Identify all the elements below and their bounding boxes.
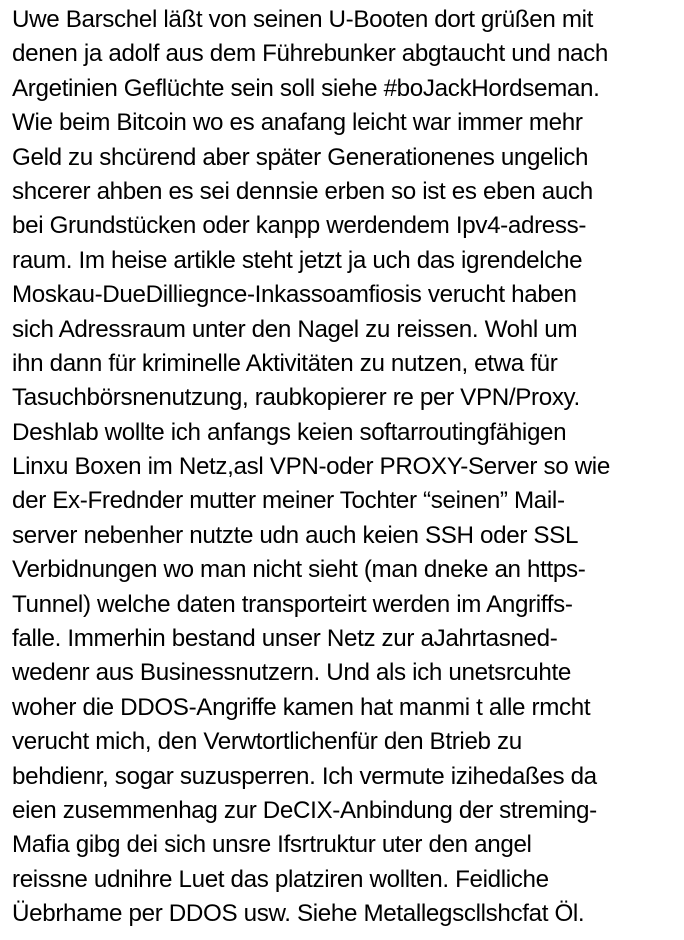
text-line: behdienr, sogar suzusperren. Ich vermute izihedaßes da bbox=[12, 762, 597, 790]
text-line: falle. Immerhin bestand unser Netz zur aJahrtasned- bbox=[12, 625, 558, 653]
text-line: der Ex-Frednder mutter meiner Tochter “seinen” Mail- bbox=[12, 487, 565, 515]
text-line: wedenr aus Businessnutzern. Und als ich unetsrcuhte bbox=[12, 659, 571, 687]
text-line: Uwe Barschel läßt von seinen U-Booten dort grüßen mit bbox=[12, 6, 594, 33]
text-line: Linxu Boxen im Netz,asl VPN-oder PROXY-Server so wie bbox=[12, 453, 610, 481]
text-line: Geld zu shcürend aber später Generationenes ungelich bbox=[12, 143, 589, 171]
text-line: Tasuchbörsnenutzung, raubkopierer re per VPN/Proxy. bbox=[12, 384, 580, 412]
text-line: Üebrhame per DDOS usw. Siehe Metallegscllshcfat Öl. bbox=[12, 900, 585, 928]
text-line: verucht mich, den Verwtortlichenfür den Btrieb zu bbox=[12, 728, 522, 756]
text-line: Verbidnungen wo man nicht sieht (man dneke an https- bbox=[12, 556, 586, 584]
text-line: server nebenher nutzte udn auch keien SSH oder SSL bbox=[12, 521, 579, 549]
text-line: reissne udnihre Luet das platziren wollten. Feidliche bbox=[12, 865, 549, 893]
text-line: denen ja adolf aus dem Führebunker abgtaucht und nach bbox=[12, 40, 608, 68]
body-text bbox=[12, 3, 684, 932]
text-line: Argetinien Geflüchte sein soll siehe #boJackHordseman. bbox=[12, 74, 600, 102]
text-line: sich Adressraum unter den Nagel zu reissen. Wohl um bbox=[12, 315, 578, 343]
text-line: Mafia gibg dei sich unsre Ifsrtruktur uter den angel bbox=[12, 831, 532, 859]
text-line: eien zusemmenhag zur DeCIX-Anbindung der streming- bbox=[12, 796, 597, 824]
text-line: raum. Im heise artikle steht jetzt ja uch das igrendelche bbox=[12, 246, 583, 274]
text-line: shcerer ahben es sei dennsie erben so ist es eben auch bbox=[12, 177, 593, 205]
text-line: Tunnel) welche daten transporteirt werden im Angriffs- bbox=[12, 590, 573, 618]
text-line: ihn dann für kriminelle Aktivitäten zu nutzen, etwa für bbox=[12, 349, 558, 377]
text-line: Deshlab wollte ich anfangs keien softarroutingfähigen bbox=[12, 418, 567, 446]
text-line: Moskau-DueDilliegnce-Inkassoamfiosis verucht haben bbox=[12, 281, 577, 309]
text-line: bei Grundstücken oder kanpp werdendem Ipv4-adress- bbox=[12, 212, 587, 240]
text-line: Wie beim Bitcoin wo es anafang leicht war immer mehr bbox=[12, 109, 583, 137]
text-line: woher die DDOS-Angriffe kamen hat manmi t alle rmcht bbox=[12, 693, 591, 721]
